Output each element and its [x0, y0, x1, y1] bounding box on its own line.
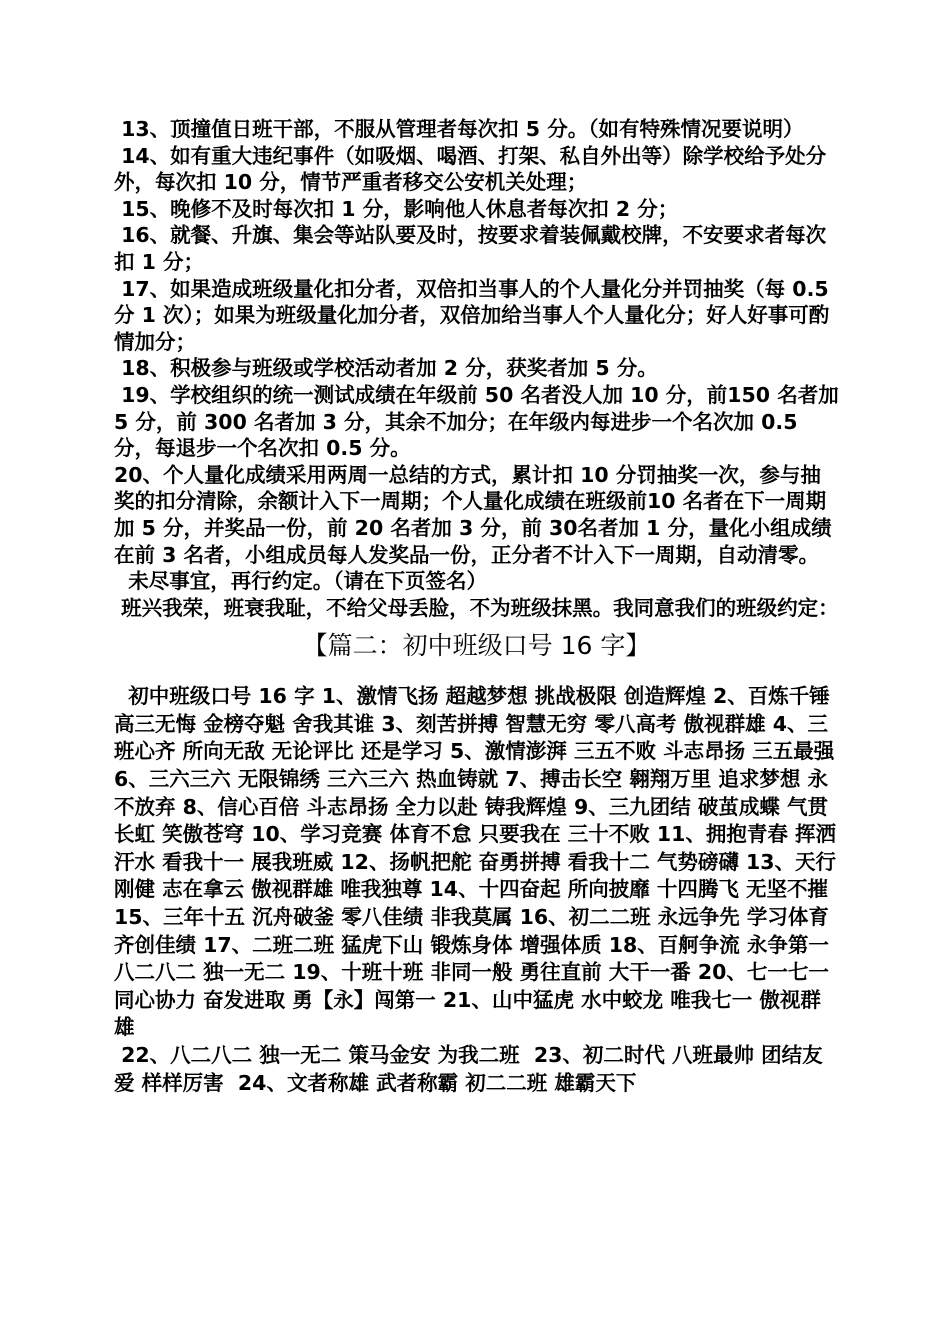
rule-18: 18、积极参与班级或学校活动者加 2 分，获奖者加 5 分。	[114, 356, 658, 381]
rule-14: 14、如有重大违纪事件（如吸烟、喝酒、打架、私自外出等）除学校给予处分外，每次扣 10 分，情节严重者移交公安机关处理；	[114, 143, 827, 195]
slogans-section	[114, 683, 842, 1097]
class-rules-section	[114, 116, 846, 621]
rule-20: 20、个人量化成绩采用两周一总结的方式，累计扣 10 分罚抽奖一次，参与抽奖的扣分清除，余额计入下一周期；个人量化成绩在班级前10 名者在下一周期加 5 分，并奖品一份，前 20 名者加 3 分，前 30名者加 1 分，量化小组成绩在前 3 名者，小组成员每人发奖品一份，正分者不计入下一周期，自动清零。	[114, 462, 832, 567]
rule-17: 17、如果造成班级量化扣分者，双倍扣当事人的个人量化分并罚抽奖（每 0.5 分 1 次）；如果为班级量化加分者，双倍加给当事人个人量化分；好人好事可酌情加分；	[114, 276, 836, 354]
document-page	[114, 116, 846, 1097]
rule-16: 16、就餐、升旗、集会等站队要及时，按要求着装佩戴校牌，不安要求者每次扣 1 分；	[114, 223, 827, 274]
slogan-list: 初中班级口号 16 字 1、激情飞扬 超越梦想 挑战极限 创造辉煌 2、百炼千锤 高三无悔 金榜夺魁 舍我其谁 3、刻苦拼搏 智慧无穷 零八高考 傲视群雄 4、三班心齐 所向无敌 无论评比 还是学习 5、激情澎湃 三五不败 斗志昂扬 三五最强 6、三六三六 无限锦绣 三六三六 热血铸就 7、搏击长空 翱翔万里 追求梦想 永不放弃 8、信心百倍 斗志昂扬 全力以赴 铸我辉煌 9、三九团结 破茧成蝶 气贯长虹 笑傲苍穹 10、学习竞赛 体育不怠 只要我在 三十不败 11、拥抱青春 挥洒汗水 看我十一 展我班威 12、扬帆把舵 奋勇拼搏 看我十二 气势磅礴 13、天行刚健 志在拿云 傲视群雄 唯我独尊 14、十四奋起 所向披靡 十四腾飞 无坚不摧 15、三年十五 沉舟破釜 零八佳绩 非我莫属 16、初二二班 永远争先 学习体育 齐创佳绩 17、二班二班 猛虎下山 锻炼身体 增强体质 18、百舸争流 永争第一 八二八二 独一无二 19、十班十班 非同一般 勇往直前 大干一番 20、七一七一 同心协力 奋发进取 勇【永】闯第一 21、山中猛虎 水中蛟龙 唯我七一 傲视群雄	[114, 684, 842, 1040]
agreement-statement: 班兴我荣，班衰我耻，不给父母丢脸，不为班级抹黑。我同意我们的班级约定：	[114, 595, 839, 620]
rule-19: 19、学校组织的统一测试成绩在年级前 50 名者没人加 10 分，前150 名者加 5 分，前 300 名者加 3 分，其余不加分；在年级内每进步一个名次加 0.5 分，每退步一个名次扣 0.5 分。	[114, 382, 846, 461]
rule-13: 13、顶撞值日班干部，不服从管理者每次扣 5 分。（如有特殊情况要说明）	[114, 117, 804, 141]
rule-15: 15、晚修不及时每次扣 1 分，影响他人休息者每次扣 2 分；	[114, 196, 679, 221]
section-heading: 【篇二：初中班级口号 16 字】	[302, 631, 651, 661]
closing-note: 未尽事宜，再行约定。（请在下页签名）	[114, 569, 488, 594]
slogan-list-continued: 22、八二八二 独一无二 策马金安 为我二班 23、初二时代 八班最帅 团结友爱 样样厉害 24、文者称雄 武者称霸 初二二班 雄霸天下	[114, 1043, 823, 1095]
